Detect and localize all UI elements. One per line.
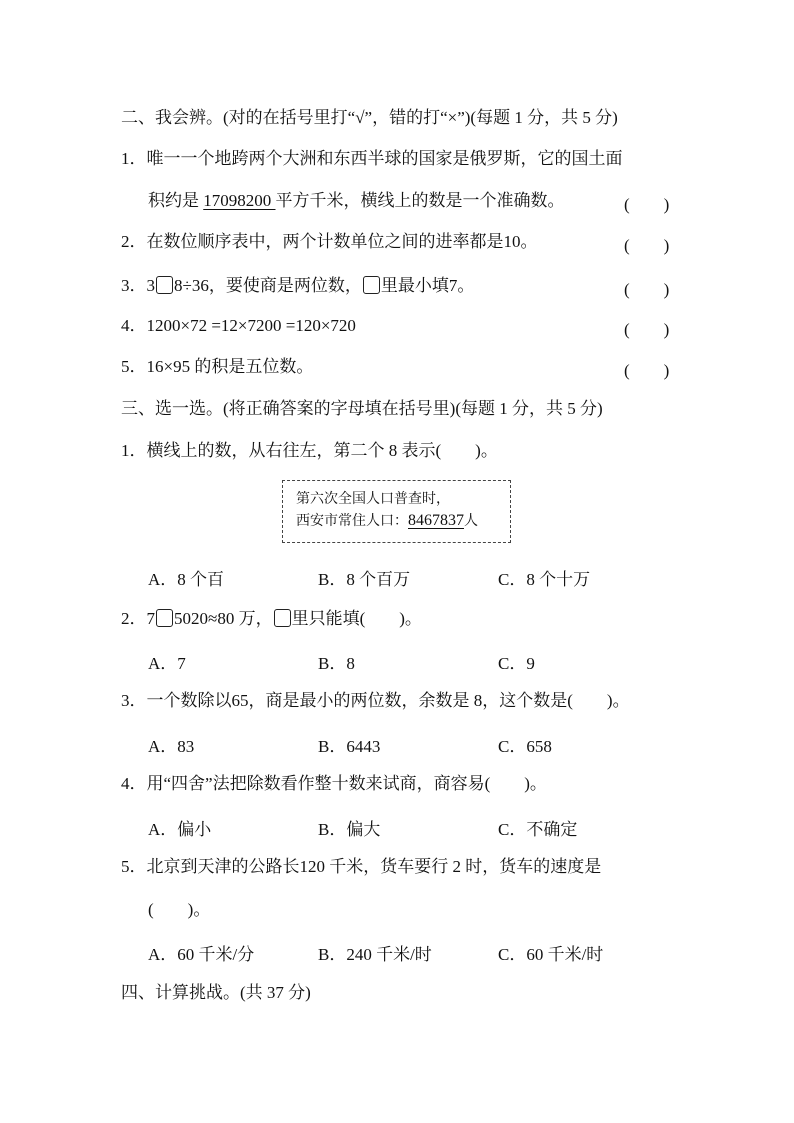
s3-q1-text: 横线上的数，从右往左，第二个 8 表示( )。 <box>146 441 498 460</box>
census-unit: 人 <box>464 513 478 529</box>
s2-q3-answer-paren[interactable]: ( ) <box>624 280 670 299</box>
s3-q1-option-c[interactable]: C．8 个十万 <box>498 570 591 589</box>
blank-box-icon <box>363 276 380 294</box>
s3-q2-option-b[interactable]: B．8 <box>318 654 355 673</box>
blank-box-icon <box>156 609 173 627</box>
s2-q4-text: 1200×72 =12×7200 =120×720 <box>146 316 356 335</box>
s2-q1-line1 <box>121 148 623 170</box>
census-label: 西安市常住人口： <box>296 513 408 529</box>
s2-q3-post: 里最小填7。 <box>380 276 475 295</box>
s2-q4 <box>121 315 356 337</box>
s2-q5 <box>121 356 313 378</box>
s3-q5-line1 <box>121 856 601 878</box>
s2-q3-number: 3． <box>121 276 147 295</box>
s2-q1-text: 唯一一个地跨两个大洲和东西半球的国家是俄罗斯，它的国土面 <box>146 149 623 168</box>
s3-q2-number: 2． <box>121 609 147 628</box>
s3-q2-option-a[interactable]: A．7 <box>148 654 186 673</box>
s3-q3 <box>121 690 630 712</box>
blank-box-icon <box>156 276 173 294</box>
s3-q3-option-c[interactable]: C．658 <box>498 737 552 756</box>
s2-q5-text: 16×95 的积是五位数。 <box>146 357 314 376</box>
s3-q2-post: 里只能填( )。 <box>291 609 422 628</box>
s3-q4-number: 4． <box>121 774 147 793</box>
s3-q3-option-a[interactable]: A．83 <box>148 737 195 756</box>
section3-heading: 三、选一选。(将正确答案的字母填在括号里)(每题 1 分，共 5 分) <box>121 399 603 418</box>
s3-q2-option-c[interactable]: C．9 <box>498 654 535 673</box>
s3-q1 <box>121 440 498 462</box>
census-line1: 第六次全国人口普查时， <box>296 491 450 507</box>
s3-q5-text: 北京到天津的公路长120 千米，货车要行 2 时，货车的速度是 <box>146 857 602 876</box>
section4-heading: 四、计算挑战。(共 37 分) <box>121 983 311 1002</box>
underlined-number: 17098200 <box>203 191 276 210</box>
s2-q1-pre: 积约是 <box>148 191 204 210</box>
section2-heading: 二、我会辨。(对的在括号里打“√”，错的打“×”)(每题 1 分，共 5 分) <box>121 108 618 127</box>
s3-q5-line2[interactable]: ( )。 <box>148 900 211 919</box>
s3-q5-number: 5． <box>121 857 147 876</box>
s3-q3-option-b[interactable]: B．6443 <box>318 737 381 756</box>
s3-q4-option-b[interactable]: B．偏大 <box>318 820 381 839</box>
s2-q1-number: 1． <box>121 149 147 168</box>
s3-q1-option-b[interactable]: B．8 个百万 <box>318 570 411 589</box>
s2-q3-pre: 3 <box>146 276 155 295</box>
s2-q4-answer-paren[interactable]: ( ) <box>624 320 670 339</box>
s2-q1-post: 平方千米，横线上的数是一个准确数。 <box>275 191 565 210</box>
census-line2 <box>296 510 510 532</box>
s3-q5-option-a[interactable]: A．60 千米/分 <box>148 945 255 964</box>
s2-q2 <box>121 231 538 253</box>
s3-q2 <box>121 608 422 630</box>
s3-q4 <box>121 773 547 795</box>
s3-q4-text: 用“四舍”法把除数看作整十数来试商，商容易( )。 <box>146 774 547 793</box>
s3-q1-option-a[interactable]: A．8 个百 <box>148 570 225 589</box>
census-info-box <box>282 480 511 543</box>
s2-q2-number: 2． <box>121 232 147 251</box>
s2-q2-answer-paren[interactable]: ( ) <box>624 236 670 255</box>
s3-q2-pre: 7 <box>146 609 155 628</box>
s2-q3 <box>121 275 474 297</box>
s2-q3-mid: 8÷36，要使商是两位数， <box>174 276 362 295</box>
s3-q3-text: 一个数除以65，商是最小的两位数，余数是 8，这个数是( )。 <box>146 691 630 710</box>
s3-q5-option-c[interactable]: C．60 千米/时 <box>498 945 604 964</box>
s2-q2-text: 在数位顺序表中，两个计数单位之间的进率都是10。 <box>146 232 538 251</box>
s2-q5-number: 5． <box>121 357 147 376</box>
blank-box-icon <box>274 609 291 627</box>
s3-q3-number: 3． <box>121 691 147 710</box>
s3-q4-option-a[interactable]: A．偏小 <box>148 820 212 839</box>
s3-q4-option-c[interactable]: C．不确定 <box>498 820 578 839</box>
s2-q5-answer-paren[interactable]: ( ) <box>624 361 670 380</box>
s3-q2-mid: 5020≈80 万， <box>174 609 273 628</box>
s2-q1-line2 <box>148 190 565 212</box>
s3-q1-number: 1． <box>121 441 147 460</box>
census-number: 8467837 <box>408 512 464 529</box>
s2-q1-answer-paren[interactable]: ( ) <box>624 195 670 214</box>
s3-q5-option-b[interactable]: B．240 千米/时 <box>318 945 432 964</box>
s2-q4-number: 4． <box>121 316 147 335</box>
